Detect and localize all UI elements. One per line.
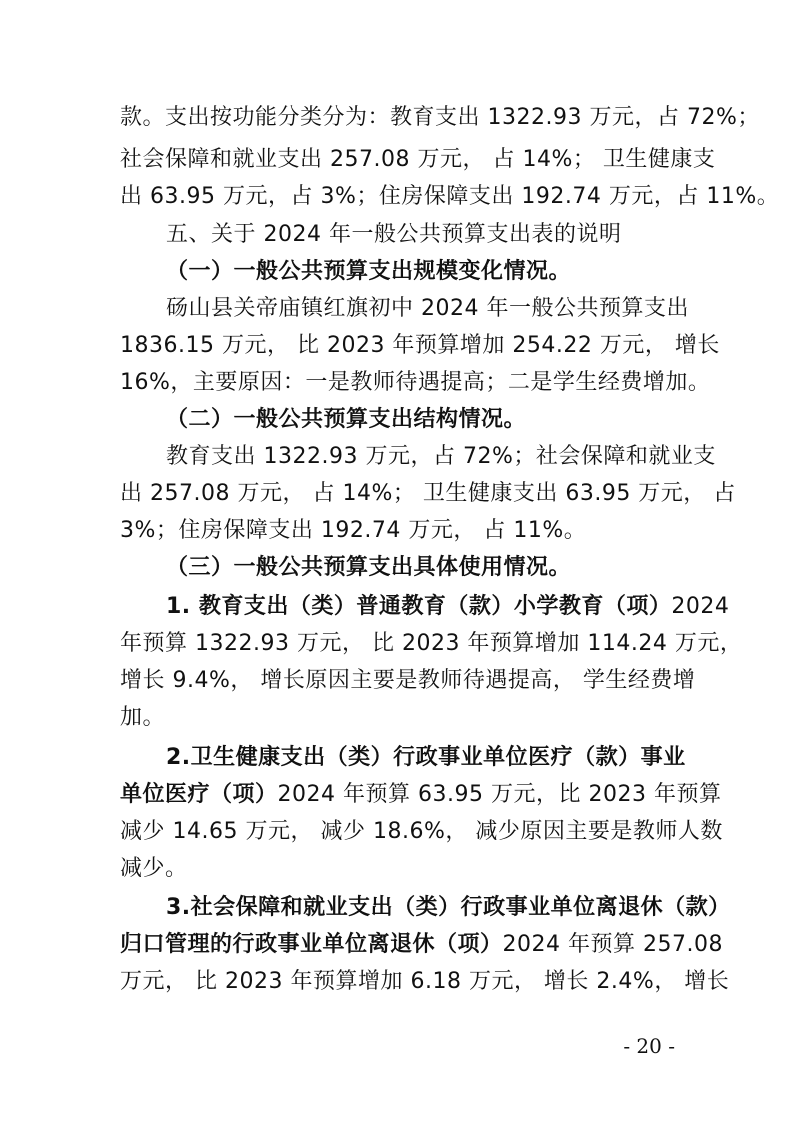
page-number: - 20 - [623,1034,675,1058]
item-1-year: 2024 [671,594,730,619]
item-2-lead: 单位医疗（项） [120,782,278,807]
item-2-line-1: 2.卫生健康支出（类）行政事业单位医疗（款）事业 [166,745,686,770]
item-1-lead: 1. 教育支出（类）普通教育（款）小学教育（项） [166,594,672,619]
subheading-1: （一）一般公共预算支出规模变化情况。 [166,259,572,284]
p2-line-3: 16%，主要原因：一是教师待遇提高；二是学生经费增加。 [120,370,711,395]
item-3-line-3: 万元， 比 2023 年预算增加 6.18 万元， 增长 2.4%， 增长 [120,969,730,994]
item-3-rest: 2024 年预算 257.08 [502,932,723,957]
subheading-2: （二）一般公共预算支出结构情况。 [166,407,527,432]
item-3-lead: 归口管理的行政事业单位离退休（项） [120,932,503,957]
p1-line-1: 款。支出按功能分类分为：教育支出 1322.93 万元，占 72%； [120,105,760,130]
item-1-line-3: 增长 9.4%， 增长原因主要是教师待遇提高， 学生经费增 [120,668,696,693]
section-5-heading: 五、关于 2024 年一般公共预算支出表的说明 [166,222,622,247]
p3-line-2: 出 257.08 万元， 占 14%； 卫生健康支出 63.95 万元， 占 [120,481,736,506]
item-2-rest: 2024 年预算 63.95 万元，比 2023 年预算 [277,782,722,807]
item-2-line-4: 减少。 [120,856,188,881]
p1-line-2: 社会保障和就业支出 257.08 万元， 占 14%； 卫生健康支 [120,147,716,172]
p2-line-1: 砀山县关帝庙镇红旗初中 2024 年一般公共预算支出 [166,296,689,321]
p2-line-2: 1836.15 万元， 比 2023 年预算增加 254.22 万元， 增长 [120,333,720,358]
item-1-line-4: 加。 [120,705,166,730]
item-2-line-3: 减少 14.65 万元， 减少 18.6%， 减少原因主要是教师人数 [120,819,723,844]
item-3-line-2 [120,930,723,960]
item-1-line-2: 年预算 1322.93 万元， 比 2023 年预算增加 114.24 万元， [120,631,743,656]
item-1-line-1 [166,592,730,622]
p1-line-3: 出 63.95 万元，占 3%；住房保障支出 192.74 万元，占 11%。 [120,184,780,209]
item-2-line-2 [120,780,722,810]
p3-line-3: 3%；住房保障支出 192.74 万元， 占 11%。 [120,518,587,543]
item-3-line-1: 3.社会保障和就业支出（类）行政事业单位离退休（款） [166,895,731,920]
subheading-3: （三）一般公共预算支出具体使用情况。 [166,555,572,580]
p3-line-1: 教育支出 1322.93 万元，占 72%；社会保障和就业支 [166,444,716,469]
